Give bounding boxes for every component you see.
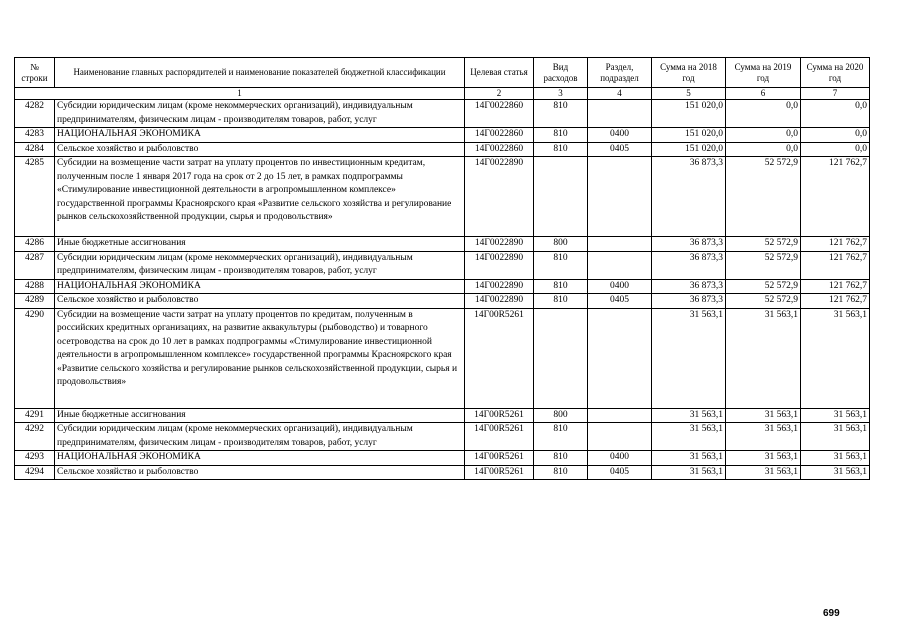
row-sum-2019-cell: 0,0 [726, 128, 801, 143]
row-expense-type-cell: 810 [534, 100, 588, 128]
row-sum-2020-cell: 31 563,1 [801, 308, 870, 408]
row-expense-type-cell [534, 308, 588, 408]
row-sum-2019-cell: 31 563,1 [726, 423, 801, 451]
table-row [15, 408, 870, 423]
row-number-cell: 4291 [15, 408, 55, 423]
row-expense-type-cell: 810 [534, 423, 588, 451]
row-expense-type-cell: 810 [534, 294, 588, 309]
row-sum-2018-cell: 151 020,0 [652, 142, 726, 157]
row-sum-2020-cell: 31 563,1 [801, 423, 870, 451]
row-sum-2019-cell: 52 572,9 [726, 251, 801, 279]
row-sum-2020-cell: 121 762,7 [801, 237, 870, 252]
row-sum-2018-cell: 36 873,3 [652, 251, 726, 279]
row-sum-2018-cell: 151 020,0 [652, 128, 726, 143]
row-section-cell [588, 408, 652, 423]
row-name-cell: НАЦИОНАЛЬНАЯ ЭКОНОМИКА [55, 279, 465, 294]
table-row [15, 279, 870, 294]
row-name-cell: Субсидии на возмещение части затрат на уплату процентов по кредитам, полученным в российских кредитных организациях, на развитие аквакультуры (рыбоводство) и товарного осетроводства на срок до 10 лет в рамках подпрограммы «Стимулирование инвестиционной деятельности в агропромышленном комплексе» государственной программы Красноярского края «Развитие сельского хозяйства и регулирование рынков сельскохозяйственной продукции, сырья и продовольствия» [55, 308, 465, 408]
column-number: 6 [726, 88, 801, 100]
row-target-article-cell: 14Г00R5261 [465, 408, 534, 423]
row-sum-2018-cell: 31 563,1 [652, 308, 726, 408]
header-sum-2018: Сумма на 2018 год [652, 58, 726, 88]
column-number-row [15, 88, 870, 100]
row-name-cell: Сельское хозяйство и рыболовство [55, 465, 465, 480]
header-section: Раздел, подраздел [588, 58, 652, 88]
row-section-cell: 0405 [588, 465, 652, 480]
row-name-cell: Субсидии юридическим лицам (кроме некоммерческих организаций), индивидуальным предпринимателям, физическим лицам - производителям товаров, работ, услуг [55, 251, 465, 279]
row-number-cell: 4283 [15, 128, 55, 143]
row-sum-2019-cell: 31 563,1 [726, 408, 801, 423]
row-target-article-cell: 14Г0022860 [465, 142, 534, 157]
row-sum-2019-cell: 0,0 [726, 100, 801, 128]
row-sum-2018-cell: 31 563,1 [652, 423, 726, 451]
column-number: 4 [588, 88, 652, 100]
row-section-cell: 0405 [588, 142, 652, 157]
table-row [15, 142, 870, 157]
row-target-article-cell: 14Г0022890 [465, 251, 534, 279]
row-sum-2019-cell: 52 572,9 [726, 294, 801, 309]
row-section-cell [588, 157, 652, 237]
column-number: 1 [15, 88, 465, 100]
column-number: 2 [465, 88, 534, 100]
header-row-number: № строки [15, 58, 55, 88]
row-expense-type-cell: 810 [534, 251, 588, 279]
row-section-cell: 0400 [588, 128, 652, 143]
row-section-cell [588, 308, 652, 408]
row-section-cell [588, 100, 652, 128]
row-sum-2020-cell: 31 563,1 [801, 465, 870, 480]
row-target-article-cell: 14Г0022860 [465, 100, 534, 128]
row-number-cell: 4290 [15, 308, 55, 408]
header-row [15, 58, 870, 88]
row-target-article-cell: 14Г0022890 [465, 294, 534, 309]
row-sum-2019-cell: 0,0 [726, 142, 801, 157]
row-name-cell: Субсидии юридическим лицам (кроме некоммерческих организаций), индивидуальным предпринимателям, физическим лицам - производителям товаров, работ, услуг [55, 100, 465, 128]
column-number: 5 [652, 88, 726, 100]
row-sum-2020-cell: 0,0 [801, 142, 870, 157]
row-section-cell [588, 251, 652, 279]
row-target-article-cell: 14Г0022860 [465, 128, 534, 143]
row-expense-type-cell: 810 [534, 451, 588, 466]
row-number-cell: 4294 [15, 465, 55, 480]
row-number-cell: 4286 [15, 237, 55, 252]
budget-table [14, 57, 870, 480]
row-number-cell: 4293 [15, 451, 55, 466]
row-sum-2018-cell: 31 563,1 [652, 451, 726, 466]
row-target-article-cell: 14Г00R5261 [465, 308, 534, 408]
table-row [15, 308, 870, 408]
table-row [15, 157, 870, 237]
row-sum-2020-cell: 121 762,7 [801, 279, 870, 294]
header-sum-2019: Сумма на 2019 год [726, 58, 801, 88]
table-row [15, 294, 870, 309]
row-expense-type-cell: 810 [534, 279, 588, 294]
row-name-cell: Иные бюджетные ассигнования [55, 408, 465, 423]
row-expense-type-cell: 810 [534, 465, 588, 480]
row-sum-2019-cell: 31 563,1 [726, 451, 801, 466]
row-sum-2018-cell: 36 873,3 [652, 294, 726, 309]
row-sum-2019-cell: 52 572,9 [726, 279, 801, 294]
row-sum-2018-cell: 36 873,3 [652, 237, 726, 252]
row-number-cell: 4285 [15, 157, 55, 237]
table-row [15, 237, 870, 252]
row-sum-2020-cell: 31 563,1 [801, 451, 870, 466]
row-expense-type-cell: 800 [534, 237, 588, 252]
row-expense-type-cell: 810 [534, 128, 588, 143]
row-number-cell: 4287 [15, 251, 55, 279]
row-target-article-cell: 14Г00R5261 [465, 465, 534, 480]
table-row [15, 251, 870, 279]
row-sum-2018-cell: 36 873,3 [652, 279, 726, 294]
table-row [15, 423, 870, 451]
row-sum-2020-cell: 0,0 [801, 100, 870, 128]
header-expense-type: Вид расходов [534, 58, 588, 88]
row-expense-type-cell: 800 [534, 408, 588, 423]
row-sum-2018-cell: 31 563,1 [652, 408, 726, 423]
row-section-cell [588, 423, 652, 451]
header-sum-2020: Сумма на 2020 год [801, 58, 870, 88]
row-target-article-cell: 14Г0022890 [465, 237, 534, 252]
row-number-cell: 4289 [15, 294, 55, 309]
row-target-article-cell: 14Г0022890 [465, 157, 534, 237]
row-section-cell: 0400 [588, 451, 652, 466]
row-target-article-cell: 14Г00R5261 [465, 423, 534, 451]
column-number: 7 [801, 88, 870, 100]
row-sum-2018-cell: 151 020,0 [652, 100, 726, 128]
page-number: 699 [823, 608, 840, 619]
table-row [15, 465, 870, 480]
row-expense-type-cell: 810 [534, 142, 588, 157]
row-section-cell [588, 237, 652, 252]
row-sum-2020-cell: 121 762,7 [801, 157, 870, 237]
row-number-cell: 4292 [15, 423, 55, 451]
row-sum-2019-cell: 31 563,1 [726, 308, 801, 408]
row-section-cell: 0400 [588, 279, 652, 294]
row-target-article-cell: 14Г00R5261 [465, 451, 534, 466]
row-sum-2019-cell: 31 563,1 [726, 465, 801, 480]
row-name-cell: Сельское хозяйство и рыболовство [55, 294, 465, 309]
table-row [15, 451, 870, 466]
header-target-article: Целевая статья [465, 58, 534, 88]
table-row [15, 100, 870, 128]
row-expense-type-cell [534, 157, 588, 237]
row-sum-2020-cell: 121 762,7 [801, 294, 870, 309]
row-sum-2019-cell: 52 572,9 [726, 157, 801, 237]
row-section-cell: 0405 [588, 294, 652, 309]
row-sum-2020-cell: 121 762,7 [801, 251, 870, 279]
row-sum-2018-cell: 36 873,3 [652, 157, 726, 237]
table-row [15, 128, 870, 143]
row-name-cell: Субсидии на возмещение части затрат на уплату процентов по инвестиционным кредитам, полученным после 1 января 2017 года на срок от 2 до 15 лет, в рамках подпрограммы «Стимулирование инвестиционной деятельности в агропромышленном комплексе» государственной программы Красноярского края «Развитие сельского хозяйства и регулирование рынков сельскохозяйственной продукции, сырья и продовольствия» [55, 157, 465, 237]
row-sum-2020-cell: 0,0 [801, 128, 870, 143]
row-number-cell: 4284 [15, 142, 55, 157]
row-number-cell: 4282 [15, 100, 55, 128]
row-name-cell: Сельское хозяйство и рыболовство [55, 142, 465, 157]
row-name-cell: НАЦИОНАЛЬНАЯ ЭКОНОМИКА [55, 451, 465, 466]
row-number-cell: 4288 [15, 279, 55, 294]
row-sum-2018-cell: 31 563,1 [652, 465, 726, 480]
header-name: Наименование главных распорядителей и наименование показателей бюджетной классификации [55, 58, 465, 88]
row-target-article-cell: 14Г0022890 [465, 279, 534, 294]
row-name-cell: Иные бюджетные ассигнования [55, 237, 465, 252]
row-name-cell: НАЦИОНАЛЬНАЯ ЭКОНОМИКА [55, 128, 465, 143]
row-name-cell: Субсидии юридическим лицам (кроме некоммерческих организаций), индивидуальным предпринимателям, физическим лицам - производителям товаров, работ, услуг [55, 423, 465, 451]
row-sum-2019-cell: 52 572,9 [726, 237, 801, 252]
column-number: 3 [534, 88, 588, 100]
row-sum-2020-cell: 31 563,1 [801, 408, 870, 423]
